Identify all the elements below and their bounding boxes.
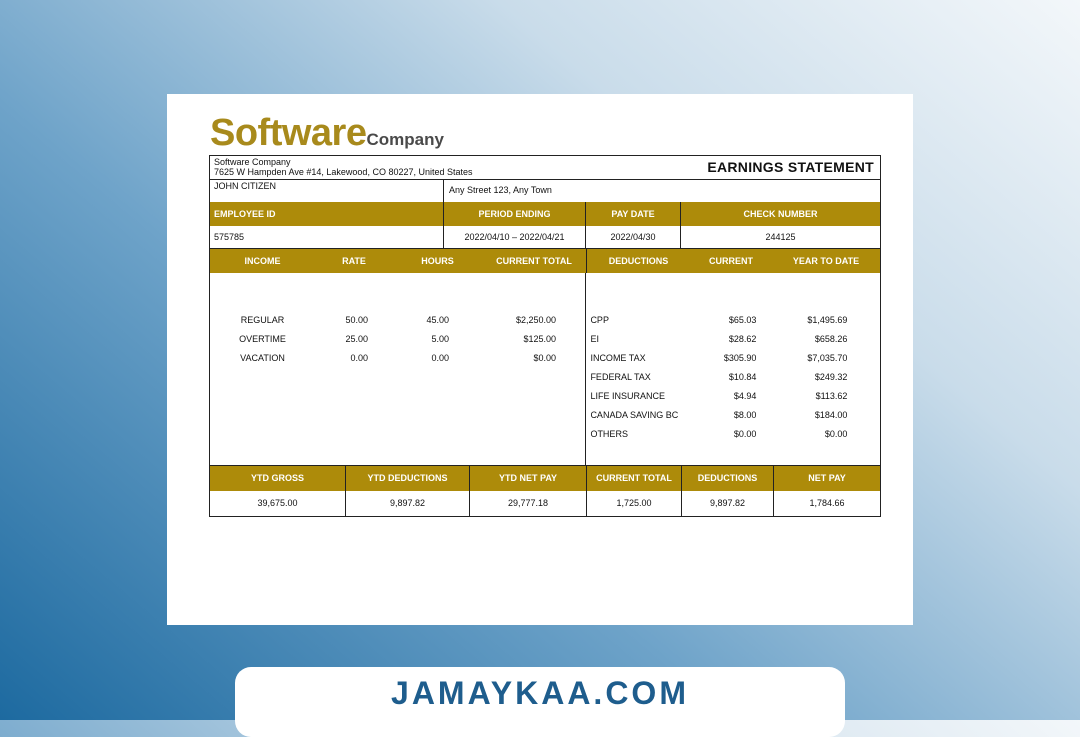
ytd-net-pay-header: YTD NET PAY xyxy=(469,466,586,491)
income-row xyxy=(210,311,585,330)
income-rate: 50.00 xyxy=(345,315,368,325)
deduction-ytd: $249.32 xyxy=(814,372,848,382)
deduction-current: $305.90 xyxy=(723,353,757,363)
employee-row xyxy=(210,180,880,202)
deduction-label: CANADA SAVING BC xyxy=(590,410,679,420)
income-hours: 0.00 xyxy=(431,353,449,363)
income-row xyxy=(210,330,585,349)
company-address: 7625 W Hampden Ave #14, Lakewood, CO 80227, United States xyxy=(214,167,473,177)
deduction-ytd: $113.62 xyxy=(815,391,848,401)
employee-name: JOHN CITIZEN xyxy=(214,181,276,191)
deduction-row xyxy=(586,387,880,406)
income-total: $0.00 xyxy=(533,353,556,363)
ytd-deductions-header: YTD DEDUCTIONS xyxy=(345,466,469,491)
company-block xyxy=(210,156,477,179)
income-row xyxy=(210,349,585,368)
net-pay-header: NET PAY xyxy=(773,466,880,491)
deduction-ytd: $658.26 xyxy=(814,334,848,344)
deductions-section xyxy=(585,273,880,465)
income-hours: 45.00 xyxy=(426,315,449,325)
info-value-row xyxy=(210,226,880,249)
net-pay-value: 1,784.66 xyxy=(773,491,880,516)
period-ending-header: PERIOD ENDING xyxy=(443,202,585,226)
period-ending-value: 2022/04/10 – 2022/04/21 xyxy=(443,226,585,248)
deduction-ytd: $7,035.70 xyxy=(807,353,848,363)
brand-banner xyxy=(235,667,845,737)
company-logo xyxy=(210,112,444,155)
deductions-header: DEDUCTIONS xyxy=(586,249,690,273)
income-hours: 5.00 xyxy=(431,334,449,344)
deduction-row xyxy=(586,349,880,368)
company-name: Software Company xyxy=(214,157,291,167)
summary-current-total-header: CURRENT TOTAL xyxy=(586,466,681,491)
statement-title: EARNINGS STATEMENT xyxy=(707,159,874,175)
ytd-net-pay-value: 29,777.18 xyxy=(469,491,586,516)
deduction-row xyxy=(586,406,880,425)
pay-date-header: PAY DATE xyxy=(585,202,680,226)
income-rate: 0.00 xyxy=(350,353,368,363)
summary-header-row xyxy=(210,466,880,491)
ytd-deductions-value: 9,897.82 xyxy=(345,491,469,516)
logo-sub-text: Company xyxy=(366,130,444,149)
employee-id-value: 575785 xyxy=(214,232,245,242)
info-header-row xyxy=(210,202,880,226)
logo-main-text: Software xyxy=(210,112,367,154)
deduction-label: INCOME TAX xyxy=(590,353,646,363)
deduction-label: OTHERS xyxy=(590,429,628,439)
deduction-row xyxy=(586,330,880,349)
deduction-label: CPP xyxy=(590,315,609,325)
deduction-current: $0.00 xyxy=(733,429,757,439)
pay-date-value: 2022/04/30 xyxy=(585,226,680,248)
income-section xyxy=(210,273,585,465)
deduction-ytd: $184.00 xyxy=(814,410,848,420)
statement-table xyxy=(209,155,881,517)
statement-header-row xyxy=(210,156,880,180)
income-label: VACATION xyxy=(240,353,285,363)
check-number-header: CHECK NUMBER xyxy=(680,202,880,226)
deduction-ytd: $0.00 xyxy=(824,429,848,439)
ytd-gross-value: 39,675.00 xyxy=(257,498,298,508)
income-rate: 25.00 xyxy=(345,334,368,344)
income-header: INCOME xyxy=(244,256,281,266)
deduction-row xyxy=(586,368,880,387)
ytd-gross-header: YTD GROSS xyxy=(250,473,304,483)
deduction-ytd: $1,495.69 xyxy=(807,315,848,325)
deduction-label: FEDERAL TAX xyxy=(590,372,651,382)
check-number-value: 244125 xyxy=(680,226,880,248)
rate-header: RATE xyxy=(342,256,366,266)
earnings-body xyxy=(210,273,880,466)
income-label: OVERTIME xyxy=(239,334,286,344)
employee-address: Any Street 123, Any Town xyxy=(443,180,880,202)
brand-text: JAMAYKAA.COM xyxy=(391,675,689,711)
income-label: REGULAR xyxy=(240,315,285,325)
earnings-statement-document xyxy=(167,94,913,625)
employee-id-header: EMPLOYEE ID xyxy=(214,209,276,219)
income-total: $2,250.00 xyxy=(515,315,556,325)
earnings-header-row xyxy=(210,249,880,273)
deduction-current: $4.94 xyxy=(733,391,757,401)
deduction-current: $10.84 xyxy=(728,372,757,382)
deduction-label: EI xyxy=(590,334,599,344)
summary-current-total-value: 1,725.00 xyxy=(586,491,681,516)
income-total: $125.00 xyxy=(523,334,556,344)
deduction-current: $65.03 xyxy=(728,315,757,325)
current-total-header: CURRENT TOTAL xyxy=(496,256,572,266)
deduction-current: $8.00 xyxy=(733,410,757,420)
summary-value-row xyxy=(210,491,880,516)
summary-deductions-value: 9,897.82 xyxy=(681,491,773,516)
hours-header: HOURS xyxy=(421,256,454,266)
deduction-label: LIFE INSURANCE xyxy=(590,391,665,401)
current-header: CURRENT xyxy=(709,256,753,266)
year-to-date-header: YEAR TO DATE xyxy=(792,256,860,266)
summary-deductions-header: DEDUCTIONS xyxy=(681,466,773,491)
deduction-row xyxy=(586,311,880,330)
deduction-current: $28.62 xyxy=(728,334,757,344)
deduction-row xyxy=(586,425,880,444)
